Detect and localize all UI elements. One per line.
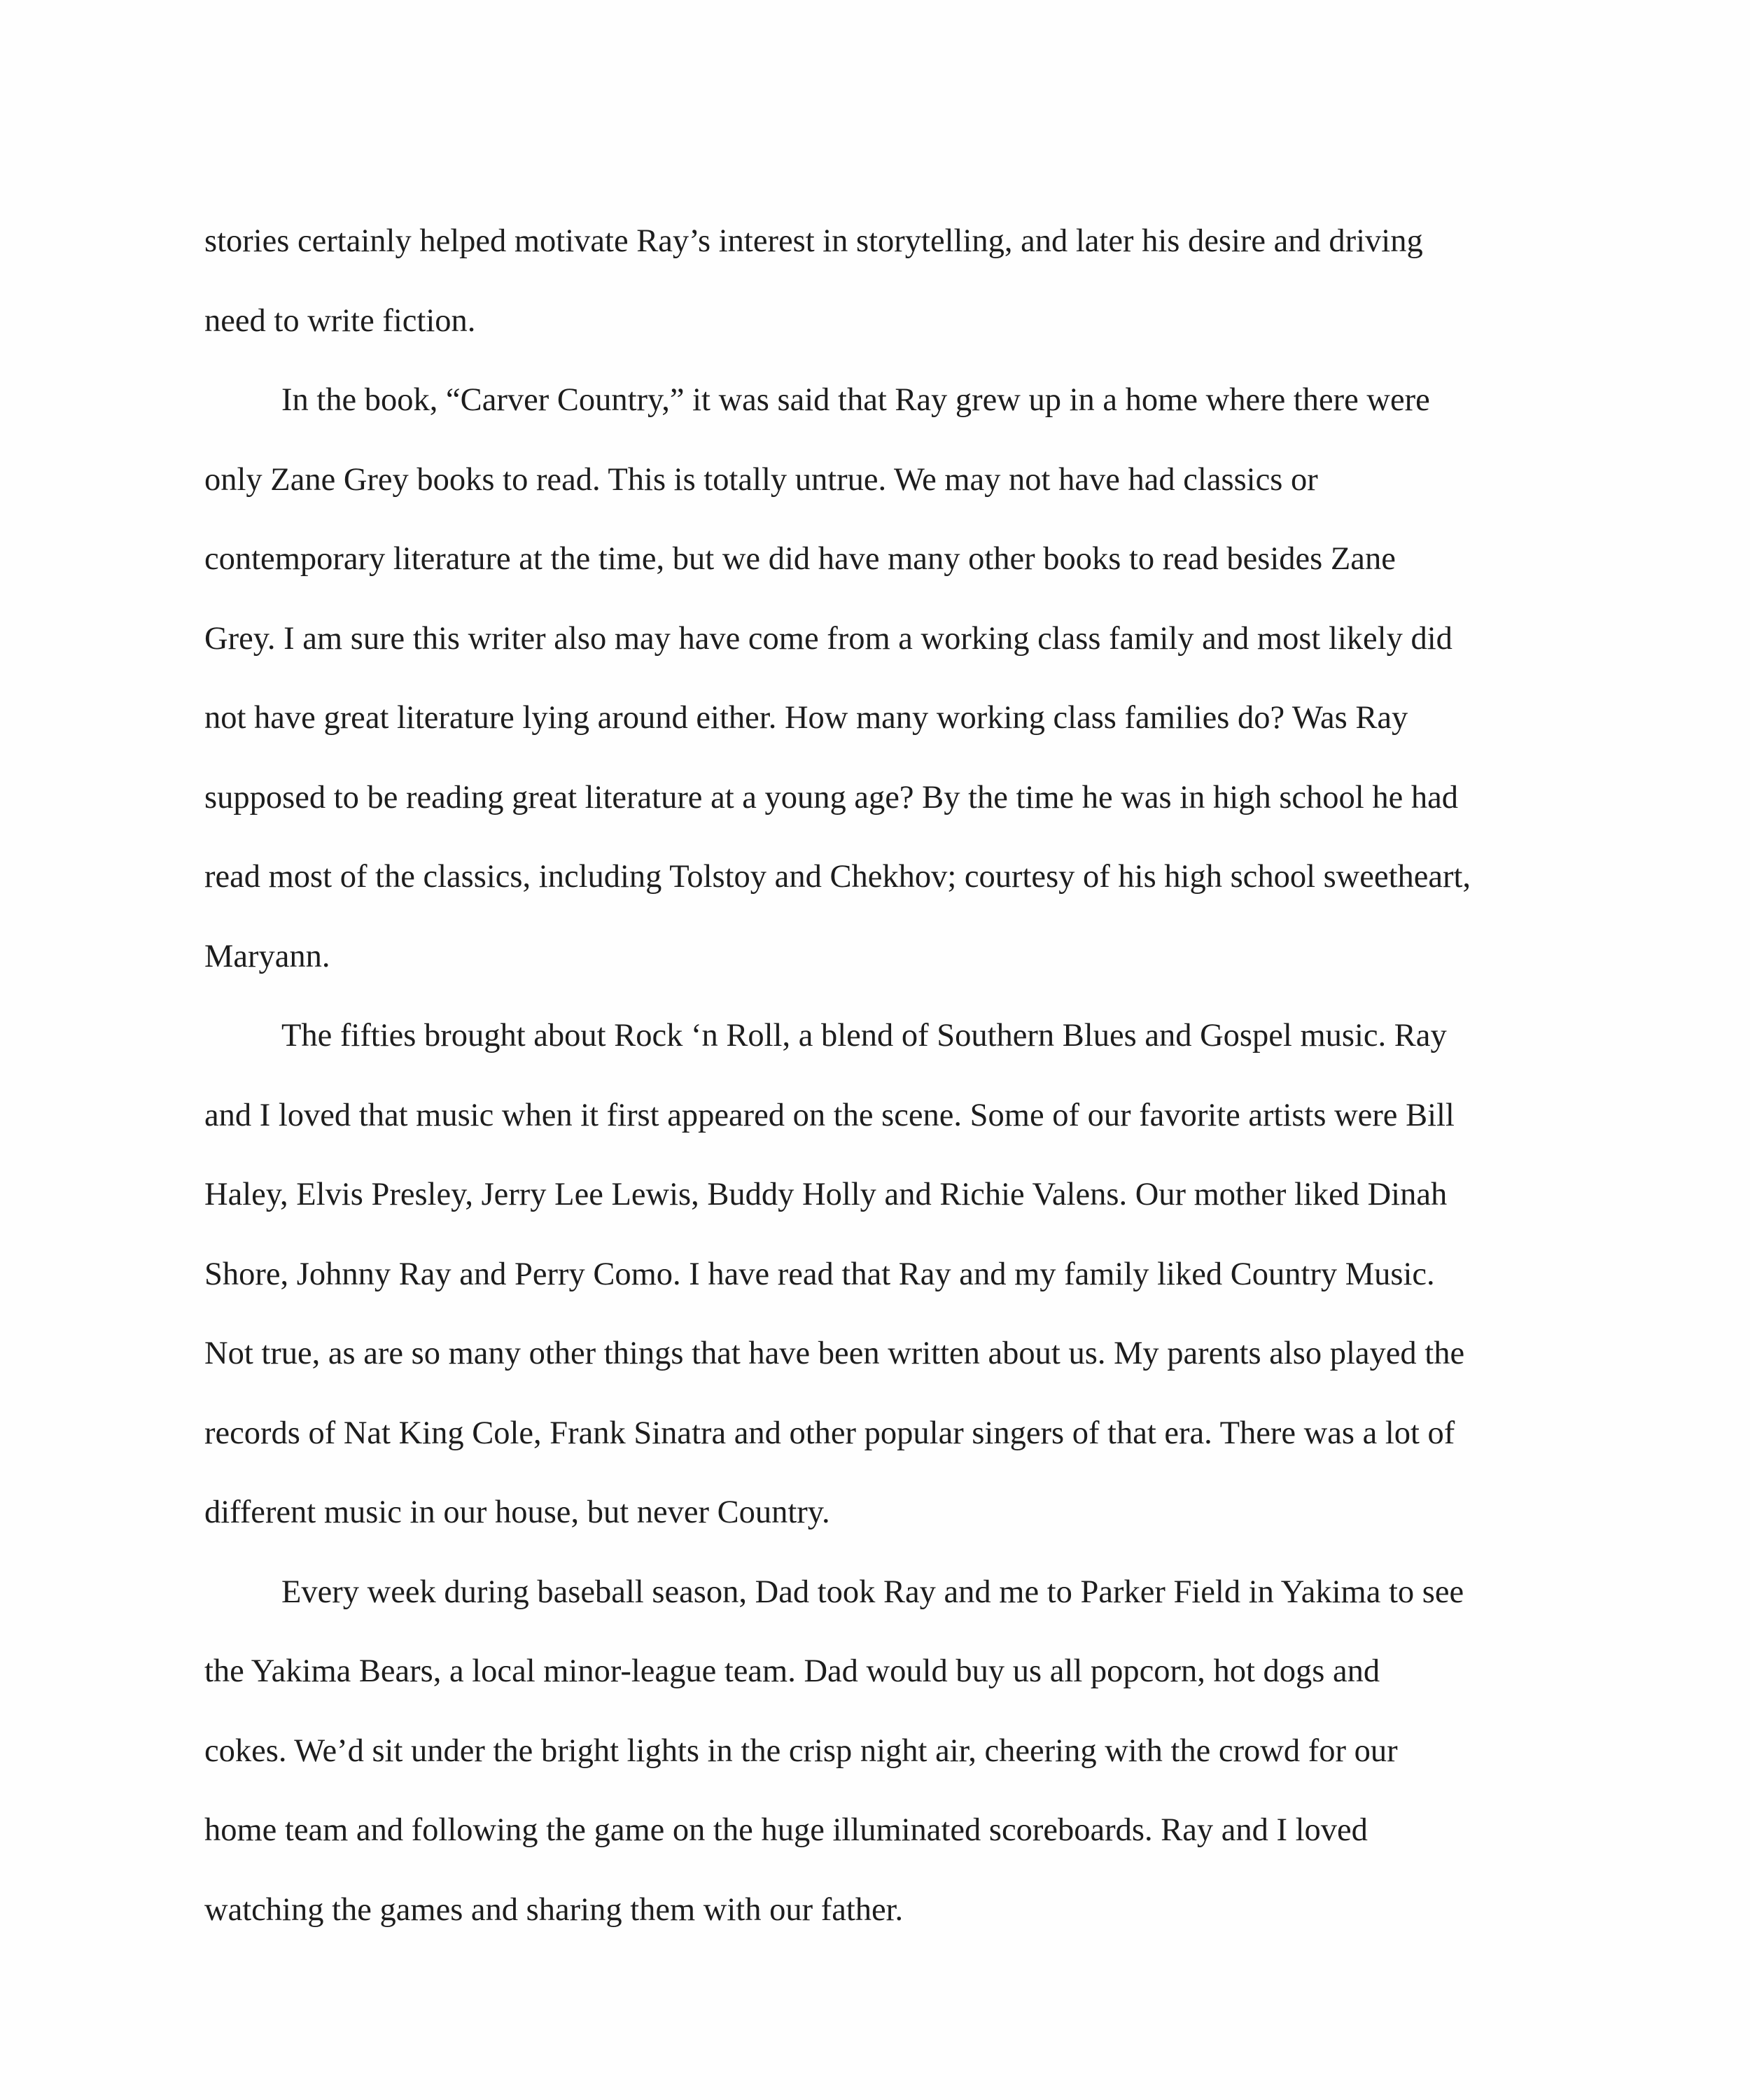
text-line: different music in our house, but never Country. bbox=[204, 1494, 830, 1530]
text-line: cokes. We’d sit under the bright lights in the crisp night air, cheering with the crowd for our bbox=[204, 1732, 1398, 1769]
text-line: Every week during baseball season, Dad took Ray and me to Parker Field in Yakima to see bbox=[281, 1574, 1464, 1610]
text-line: watching the games and sharing them with our father. bbox=[204, 1891, 904, 1928]
paragraph-1 bbox=[204, 202, 1555, 360]
paragraph-4 bbox=[204, 1553, 1555, 1950]
text-line: stories certainly helped motivate Ray’s interest in storytelling, and later his desire and driving bbox=[204, 223, 1423, 259]
text-line: The fifties brought about Rock ‘n Roll, a blend of Southern Blues and Gospel music. Ray bbox=[281, 1018, 1447, 1054]
text-line: read most of the classics, including Tolstoy and Chekhov; courtesy of his high school sweetheart, bbox=[204, 859, 1471, 895]
body-text bbox=[204, 202, 1555, 1949]
text-line: only Zane Grey books to read. This is totally untrue. We may not have had classics or bbox=[204, 461, 1318, 498]
text-line: the Yakima Bears, a local minor-league team. Dad would buy us all popcorn, hot dogs and bbox=[204, 1653, 1380, 1689]
paragraph-2 bbox=[204, 360, 1555, 996]
text-line: home team and following the game on the huge illuminated scoreboards. Ray and I loved bbox=[204, 1812, 1368, 1848]
text-line: records of Nat King Cole, Frank Sinatra and other popular singers of that era. There was a lot of bbox=[204, 1415, 1455, 1451]
text-line: supposed to be reading great literature at a young age? By the time he was in high school he had bbox=[204, 779, 1458, 816]
text-line: Shore, Johnny Ray and Perry Como. I have read that Ray and my family liked Country Music. bbox=[204, 1256, 1435, 1292]
text-line: Grey. I am sure this writer also may have come from a working class family and most likely did bbox=[204, 620, 1452, 657]
text-line: not have great literature lying around either. How many working class families do? Was Ray bbox=[204, 700, 1408, 736]
text-line: Maryann. bbox=[204, 938, 330, 974]
paragraph-3 bbox=[204, 996, 1555, 1553]
text-line: need to write fiction. bbox=[204, 302, 476, 339]
text-line: In the book, “Carver Country,” it was said that Ray grew up in a home where there were bbox=[281, 382, 1430, 418]
text-line: and I loved that music when it first appeared on the scene. Some of our favorite artists were Bill bbox=[204, 1097, 1455, 1133]
text-line: Haley, Elvis Presley, Jerry Lee Lewis, Buddy Holly and Richie Valens. Our mother liked Dinah bbox=[204, 1177, 1448, 1212]
text-line: contemporary literature at the time, but we did have many other books to read besides Zane bbox=[204, 541, 1396, 577]
text-line: Not true, as are so many other things that have been written about us. My parents also played the bbox=[204, 1336, 1465, 1371]
